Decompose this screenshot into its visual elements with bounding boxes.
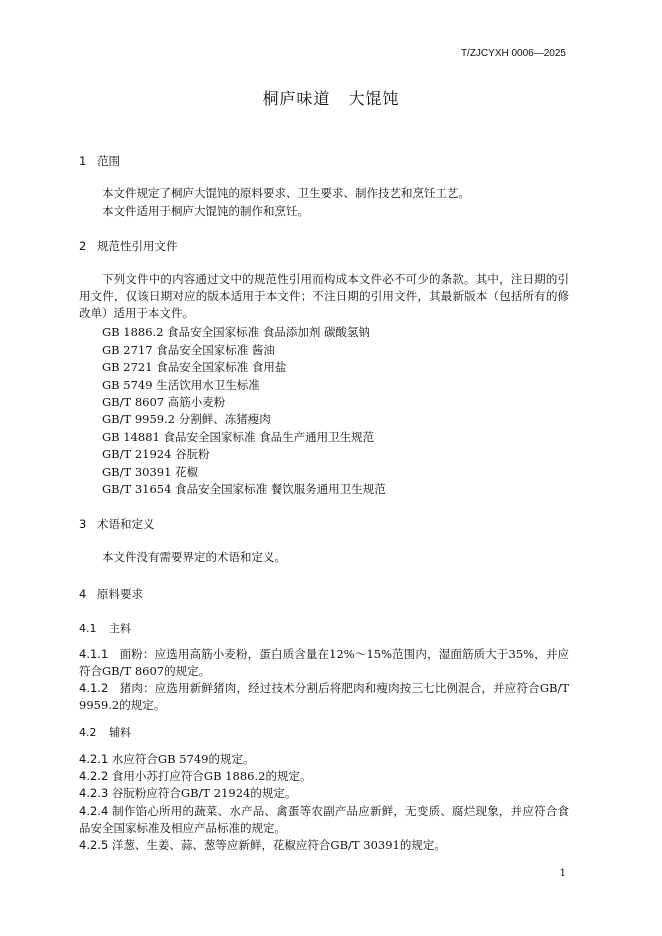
section-heading-3: 3 术语和定义	[79, 517, 155, 531]
reference-item: GB 2717 食品安全国家标准 酱油	[102, 343, 275, 357]
section-heading-1: 1 范围	[79, 154, 120, 168]
section-3-paragraph: 本文件没有需要界定的术语和定义。	[102, 550, 286, 564]
document-id: T/ZJCYXH 0006—2025	[460, 48, 566, 59]
section-2-intro: 下列文件中的内容通过文中的规范性引用而构成本文件必不可少的条款。其中，注日期的引用文件，仅该日期对应的版本适用于本文件；不注日期的引用文件，其最新版本（包括所有的修改单）适用于本文件。	[79, 272, 569, 320]
document-title	[0, 86, 662, 109]
page-number: 1	[559, 868, 566, 879]
reference-item: GB 14881 食品安全国家标准 食品生产通用卫生规范	[102, 430, 375, 444]
clause-item: 4.2.5 洋葱、生姜、蒜、葱等应新鲜，花椒应符合GB/T 30391的规定。	[79, 838, 446, 852]
reference-item: GB/T 30391 花椒	[102, 465, 199, 479]
reference-item: GB/T 21924 谷朊粉	[102, 447, 210, 461]
title-part-1: 桐庐味道	[262, 89, 331, 108]
reference-item: GB 1886.2 食品安全国家标准 食品添加剂 碳酸氢钠	[102, 325, 370, 339]
clause-item: 4.2.3 谷朊粉应符合GB/T 21924的规定。	[79, 786, 297, 800]
section-heading-4: 4 原料要求	[79, 587, 143, 601]
title-part-2: 大馄饨	[348, 89, 400, 108]
subsection-heading-4-1: 4.1 主料	[79, 622, 131, 635]
clause-item: 4.1.1 面粉：应选用高筋小麦粉，蛋白质含量在12%～15%范围内，湿面筋质大于35%，并应符合GB/T 8607的规定。	[79, 647, 570, 678]
clause-item: 4.2.4 制作馅心所用的蔬菜、水产品、禽蛋等农副产品应新鲜，无变质、腐烂现象，并应符合食品安全国家标准及相应产品标准的规定。	[79, 804, 570, 835]
reference-item: GB 5749 生活饮用水卫生标准	[102, 378, 260, 392]
section-1-paragraph: 本文件规定了桐庐大馄饨的原料要求、卫生要求、制作技艺和烹饪工艺。	[102, 186, 470, 200]
clause-item: 4.1.2 猪肉：应选用新鲜猪肉，经过技术分割后将肥肉和瘦肉按三七比例混合，并应符合GB/T 9959.2的规定。	[79, 681, 570, 712]
reference-item: GB 2721 食品安全国家标准 食用盐	[102, 360, 287, 374]
clause-item: 4.2.2 食用小苏打应符合GB 1886.2的规定。	[79, 769, 312, 783]
clause-item: 4.2.1 水应符合GB 5749的规定。	[79, 752, 255, 766]
subsection-heading-4-2: 4.2 辅料	[79, 726, 131, 739]
reference-item: GB/T 31654 食品安全国家标准 餐饮服务通用卫生规范	[102, 482, 386, 496]
reference-item: GB/T 9959.2 分割鲜、冻猪瘦肉	[102, 412, 271, 426]
section-heading-2: 2 规范性引用文件	[79, 239, 178, 253]
section-1-paragraph: 本文件适用于桐庐大馄饨的制作和烹饪。	[102, 204, 309, 218]
reference-item: GB/T 8607 高筋小麦粉	[102, 395, 226, 409]
